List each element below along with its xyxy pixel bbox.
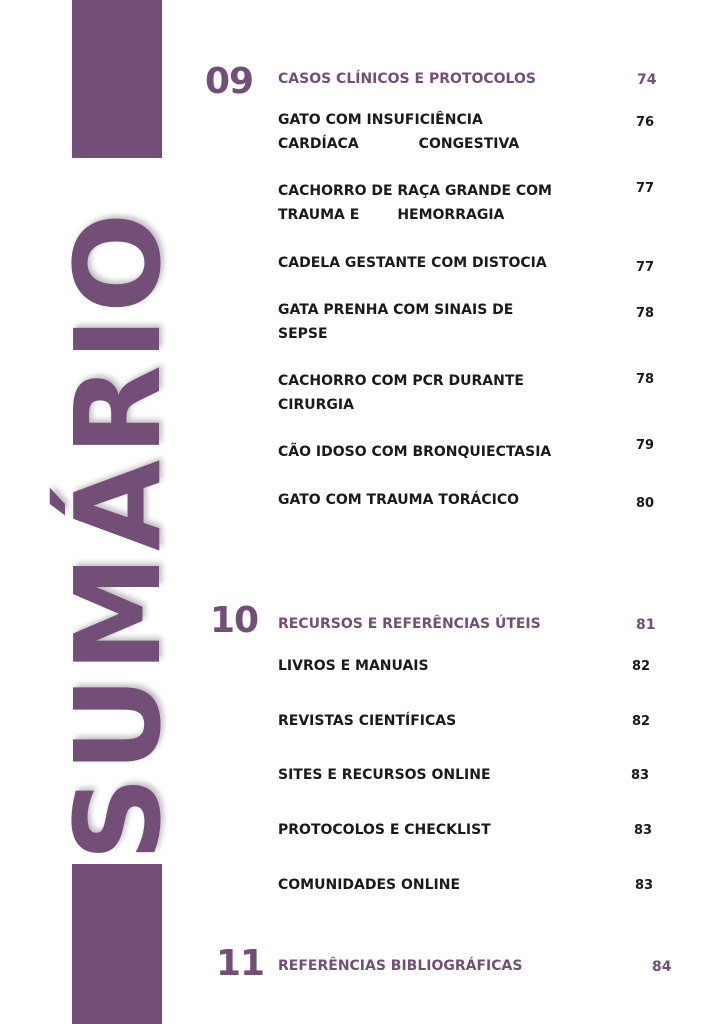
section-title-09[interactable]: CASOS CLÍNICOS E PROTOCOLOS <box>278 71 536 87</box>
entry-page: 83 <box>631 768 650 783</box>
toc-entry[interactable] <box>278 818 578 842</box>
toc-entry[interactable] <box>278 873 578 897</box>
entry-page: 78 <box>636 306 655 321</box>
toc-entry[interactable] <box>278 763 578 787</box>
entry-line: GATA PRENHA COM SINAIS DE <box>278 302 514 318</box>
section-number-11: 11 <box>216 943 265 984</box>
entry-line: COMUNIDADES ONLINE <box>278 877 461 893</box>
section-page-09: 74 <box>637 72 657 88</box>
entry-page: 77 <box>636 181 655 196</box>
entry-page: 77 <box>636 260 655 275</box>
entry-page: 79 <box>636 438 655 453</box>
entry-line: CIRURGIA <box>278 397 354 413</box>
section-page-10: 81 <box>636 617 656 633</box>
toc-entry[interactable] <box>278 369 578 417</box>
entry-line: LIVROS E MANUAIS <box>278 658 429 674</box>
entry-page: 80 <box>636 496 655 511</box>
entry-line: REVISTAS CIENTÍFICAS <box>278 713 457 729</box>
entry-line: GATO COM INSUFICIÊNCIA <box>278 112 483 128</box>
entry-page: 78 <box>636 372 655 387</box>
toc-entry[interactable] <box>278 108 578 156</box>
entry-line: CADELA GESTANTE COM DISTOCIA <box>278 255 547 271</box>
entry-line: CARDÍACA CONGESTIVA <box>278 136 520 152</box>
entry-page: 83 <box>634 823 653 838</box>
entry-line: CACHORRO DE RAÇA GRANDE COM <box>278 183 552 199</box>
section-page-11: 84 <box>652 959 672 975</box>
section-number-09: 09 <box>205 61 254 102</box>
page-title: SUMÁRIO <box>49 208 187 862</box>
entry-page: 76 <box>636 115 655 130</box>
entry-line: SITES E RECURSOS ONLINE <box>278 767 491 783</box>
toc-entry[interactable] <box>278 179 578 227</box>
toc-entry[interactable] <box>278 251 578 275</box>
section-title-10[interactable]: RECURSOS E REFERÊNCIAS ÚTEIS <box>278 616 541 632</box>
entry-line: GATO COM TRAUMA TORÁCICO <box>278 492 520 508</box>
decorative-bar-bottom <box>72 864 162 1024</box>
entry-line: SEPSE <box>278 326 328 342</box>
decorative-bar-top <box>72 0 162 158</box>
entry-page: 82 <box>632 659 651 674</box>
toc-entry[interactable] <box>278 654 578 678</box>
toc-entry[interactable] <box>278 440 578 464</box>
section-number-10: 10 <box>210 600 259 641</box>
entry-line: CACHORRO COM PCR DURANTE <box>278 373 524 389</box>
toc-entry[interactable] <box>278 298 578 346</box>
entry-page: 82 <box>632 714 651 729</box>
section-title-11[interactable]: REFERÊNCIAS BIBLIOGRÁFICAS <box>278 958 523 974</box>
entry-line: TRAUMA E HEMORRAGIA <box>278 207 505 223</box>
toc-entry[interactable] <box>278 709 578 733</box>
entry-page: 83 <box>635 878 654 893</box>
toc-entry[interactable] <box>278 488 578 512</box>
entry-line: PROTOCOLOS E CHECKLIST <box>278 822 491 838</box>
entry-line: CÃO IDOSO COM BRONQUIECTASIA <box>278 444 552 460</box>
